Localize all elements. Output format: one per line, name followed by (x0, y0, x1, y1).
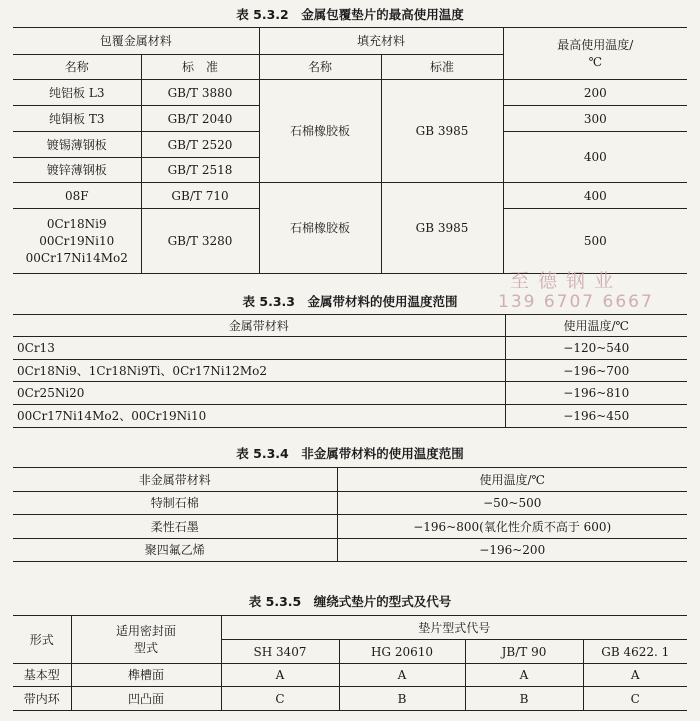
cell-fill-name: 石棉橡胶板 (259, 183, 381, 274)
header-temp-range: 使用温度/℃ (505, 315, 687, 337)
table-5-3-3-caption: 表 5.3.3 金属带材料的使用温度范围 (242, 294, 458, 309)
cell-temp: 400 (503, 132, 687, 183)
cell-name: 08F (13, 183, 141, 209)
cell-temp: −196~800(氧化性介质不高于 600) (337, 515, 687, 539)
header-fill-standard: 标准 (381, 55, 503, 80)
cell-material: 特制石棉 (13, 492, 337, 515)
cell-name: 纯铝板 L3 (13, 80, 141, 106)
cell-code: A (339, 664, 465, 687)
cell-temp: −196~450 (505, 405, 687, 428)
cell-code: C (221, 687, 339, 711)
header-gb4622: GB 4622. 1 (583, 640, 687, 664)
header-metal-strip: 金属带材料 (13, 315, 505, 337)
cell-material: 00Cr17Ni14Mo2、00Cr19Ni10 (13, 405, 505, 428)
cell-code: B (465, 687, 583, 711)
header-name: 名称 (13, 55, 141, 80)
cell-fill-standard: GB 3985 (381, 183, 503, 274)
header-max-temp (503, 28, 687, 80)
cell-name: 镀锌薄钢板 (13, 158, 141, 183)
table-5-3-3 (13, 314, 687, 428)
cell-temp: −196~200 (337, 539, 687, 562)
cell-fill-standard: GB 3985 (381, 80, 503, 183)
cell-standard: GB/T 3880 (141, 80, 259, 106)
cell-temp: −120~540 (505, 337, 687, 360)
cell-material: 柔性石墨 (13, 515, 337, 539)
header-filling-material: 填充材料 (259, 28, 503, 55)
cell-temp: −50~500 (337, 492, 687, 515)
header-max-temp-line1: 最高使用温度/ (557, 37, 634, 52)
name-line: 00Cr19Ni10 (39, 233, 115, 248)
table-5-3-5-caption: 表 5.3.5 缠绕式垫片的型式及代号 (248, 594, 452, 609)
header-standard: 标 准 (141, 55, 259, 80)
table-5-3-4-caption: 表 5.3.4 非金属带材料的使用温度范围 (236, 446, 464, 461)
cell-temp: 500 (503, 209, 687, 274)
cell-face: 凹凸面 (71, 687, 221, 711)
cell-standard: GB/T 2518 (141, 158, 259, 183)
cell-code: A (465, 664, 583, 687)
table-5-3-2 (13, 27, 687, 274)
cell-material: 0Cr13 (13, 337, 505, 360)
cell-code: A (221, 664, 339, 687)
header-seal-face (71, 616, 221, 664)
header-clad-metal: 包覆金属材料 (13, 28, 259, 55)
header-form: 形式 (13, 616, 71, 664)
cell-standard: GB/T 2040 (141, 106, 259, 132)
header-hg20610: HG 20610 (339, 640, 465, 664)
cell-temp: 200 (503, 80, 687, 106)
cell-standard: GB/T 3280 (141, 209, 259, 274)
cell-form: 基本型 (13, 664, 71, 687)
cell-temp: 400 (503, 183, 687, 209)
header-seal-face-line1: 适用密封面 (115, 623, 176, 638)
watermark-company: 至德钢业 (510, 270, 623, 292)
cell-name-multi (13, 209, 141, 274)
header-fill-name: 名称 (259, 55, 381, 80)
header-nonmetal-strip: 非金属带材料 (13, 468, 337, 492)
cell-temp: −196~810 (505, 382, 687, 405)
cell-standard: GB/T 2520 (141, 132, 259, 158)
cell-standard: GB/T 710 (141, 183, 259, 209)
cell-material: 0Cr18Ni9、1Cr18Ni9Ti、0Cr17Ni12Mo2 (13, 360, 505, 382)
table-5-3-4 (13, 467, 687, 562)
cell-code: A (583, 664, 687, 687)
name-line: 00Cr17Ni14Mo2 (25, 250, 128, 265)
cell-temp: 300 (503, 106, 687, 132)
cell-temp: −196~700 (505, 360, 687, 382)
cell-fill-name: 石棉橡胶板 (259, 80, 381, 183)
cell-face: 榫槽面 (71, 664, 221, 687)
table-5-3-5 (13, 615, 687, 711)
cell-code: C (583, 687, 687, 711)
watermark-phone: 139 6707 6667 (498, 292, 654, 312)
cell-form: 带内环 (13, 687, 71, 711)
header-gasket-code: 垫片型式代号 (221, 616, 687, 640)
cell-name: 纯铜板 T3 (13, 106, 141, 132)
table-5-3-2-caption: 表 5.3.2 金属包覆垫片的最高使用温度 (236, 7, 464, 22)
header-max-temp-unit: ℃ (588, 54, 602, 69)
cell-name: 镀锡薄钢板 (13, 132, 141, 158)
cell-code: B (339, 687, 465, 711)
name-line: 0Cr18Ni9 (46, 216, 107, 231)
header-sh3407: SH 3407 (221, 640, 339, 664)
cell-material: 聚四氟乙烯 (13, 539, 337, 562)
header-temp-range: 使用温度/℃ (337, 468, 687, 492)
cell-material: 0Cr25Ni20 (13, 382, 505, 405)
header-jbt90: JB/T 90 (465, 640, 583, 664)
header-seal-face-line2: 型式 (133, 640, 158, 655)
